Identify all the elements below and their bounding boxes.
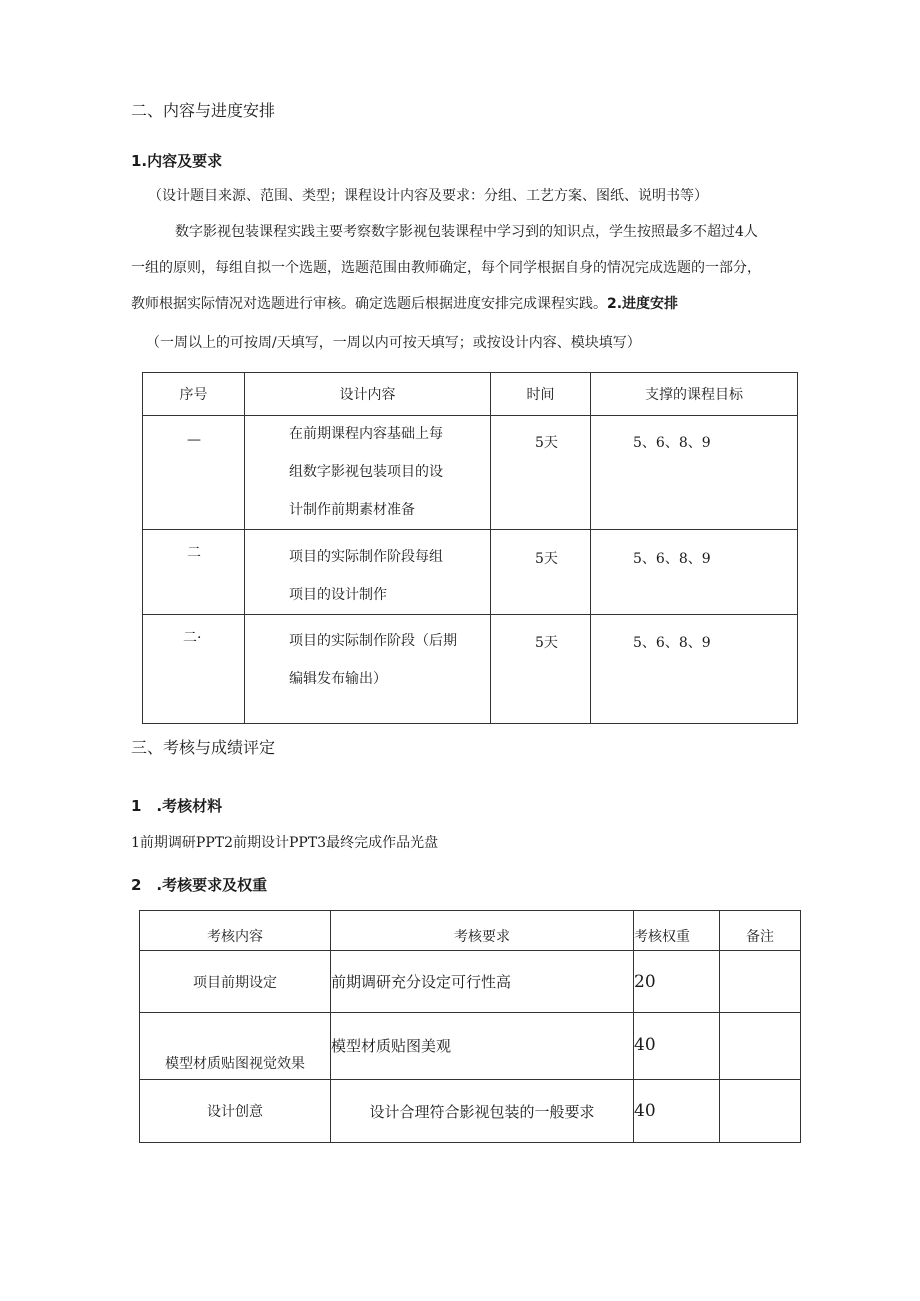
row-content-line: 编辑发布输出） (289, 671, 387, 687)
table-row (143, 615, 798, 724)
table-row (143, 416, 798, 530)
paragraph-line-3-text: 教师根据实际情况对选题进行审核。确定选题后根据进度安排完成课程实践。 (131, 296, 607, 312)
row-content-line: 组数字影视包装项目的设 (289, 464, 443, 480)
row-content-line: 项目的设计制作 (289, 587, 387, 603)
schedule-note: （一周以上的可按周/天填写，一周以内可按天填写；或按设计内容、模块填写） (146, 335, 641, 351)
table-row (140, 951, 801, 1013)
row-content (245, 622, 490, 698)
row-no: 二· (183, 630, 202, 646)
row-time: 5天 (535, 551, 558, 567)
row-no: 二 (187, 545, 201, 561)
row-content (245, 415, 490, 529)
assessment-header-row (140, 911, 801, 951)
table-row (143, 530, 798, 615)
row-requirement: 设计合理符合影视包装的一般要求 (331, 1080, 634, 1143)
subheading-assessment-materials: 1 .考核材料 (131, 797, 223, 815)
row-content-line: 项目的实际制作阶段每组 (289, 549, 443, 565)
table-row (140, 1080, 801, 1143)
schedule-table (142, 372, 798, 724)
row-note (720, 1013, 801, 1080)
schedule-header-row (143, 373, 798, 416)
assessment-table (139, 910, 801, 1143)
row-item: 设计创意 (140, 1080, 331, 1143)
content-paragraph (131, 214, 761, 322)
row-time: 5天 (535, 635, 558, 651)
row-weight: 40 (634, 1080, 720, 1143)
header-time: 时间 (491, 373, 591, 416)
subheading-assessment-weights: 2 .考核要求及权重 (131, 876, 268, 894)
row-goals: 5、6、8、9 (633, 435, 711, 451)
row-no: — (187, 432, 201, 448)
subheading-content-requirements: 1.内容及要求 (131, 152, 223, 170)
header-content: 设计内容 (245, 373, 491, 416)
row-requirement: 前期调研充分设定可行性高 (331, 951, 634, 1013)
header-note: 备注 (720, 911, 801, 951)
assessment-materials-text: 1前期调研PPT2前期设计PPT3最终完成作品光盘 (131, 835, 439, 851)
row-time: 5天 (535, 435, 558, 451)
header-goals: 支撑的课程目标 (591, 373, 798, 416)
row-note (720, 1080, 801, 1143)
table-row (140, 1013, 801, 1080)
paragraph-line-1: 数字影视包装课程实践主要考察数字影视包装课程中学习到的知识点，学生按照最多不超过4人 (175, 224, 758, 240)
row-content-line: 项目的实际制作阶段（后期 (289, 633, 457, 649)
section-heading-assessment: 三、考核与成绩评定 (131, 738, 276, 757)
subheading-schedule: 2.进度安排 (607, 296, 679, 312)
section-heading-content-schedule: 二、内容与进度安排 (131, 101, 276, 120)
header-no: 序号 (143, 373, 245, 416)
header-weight: 考核权重 (634, 911, 720, 951)
header-requirement: 考核要求 (331, 911, 634, 951)
row-content-line: 计制作前期素材准备 (289, 502, 415, 518)
content-requirements-note: （设计题目来源、范围、类型；课程设计内容及要求：分组、工艺方案、图纸、说明书等） (148, 188, 708, 204)
paragraph-line-3 (131, 286, 761, 322)
row-weight: 40 (634, 1013, 720, 1080)
row-item: 项目前期设定 (140, 951, 331, 1013)
row-requirement: 模型材质贴图美观 (331, 1013, 634, 1080)
row-item: 模型材质贴图视觉效果 (140, 1013, 331, 1080)
header-item: 考核内容 (140, 911, 331, 951)
row-content-line: 在前期课程内容基础上每 (289, 426, 443, 442)
row-goals: 5、6、8、9 (633, 551, 711, 567)
row-note (720, 951, 801, 1013)
row-content (245, 538, 490, 614)
row-goals: 5、6、8、9 (633, 635, 711, 651)
row-weight: 20 (634, 951, 720, 1013)
paragraph-line-2: 一组的原则，每组自拟一个选题，选题范围由教师确定，每个同学根据自身的情况完成选题的一部分， (131, 260, 761, 276)
